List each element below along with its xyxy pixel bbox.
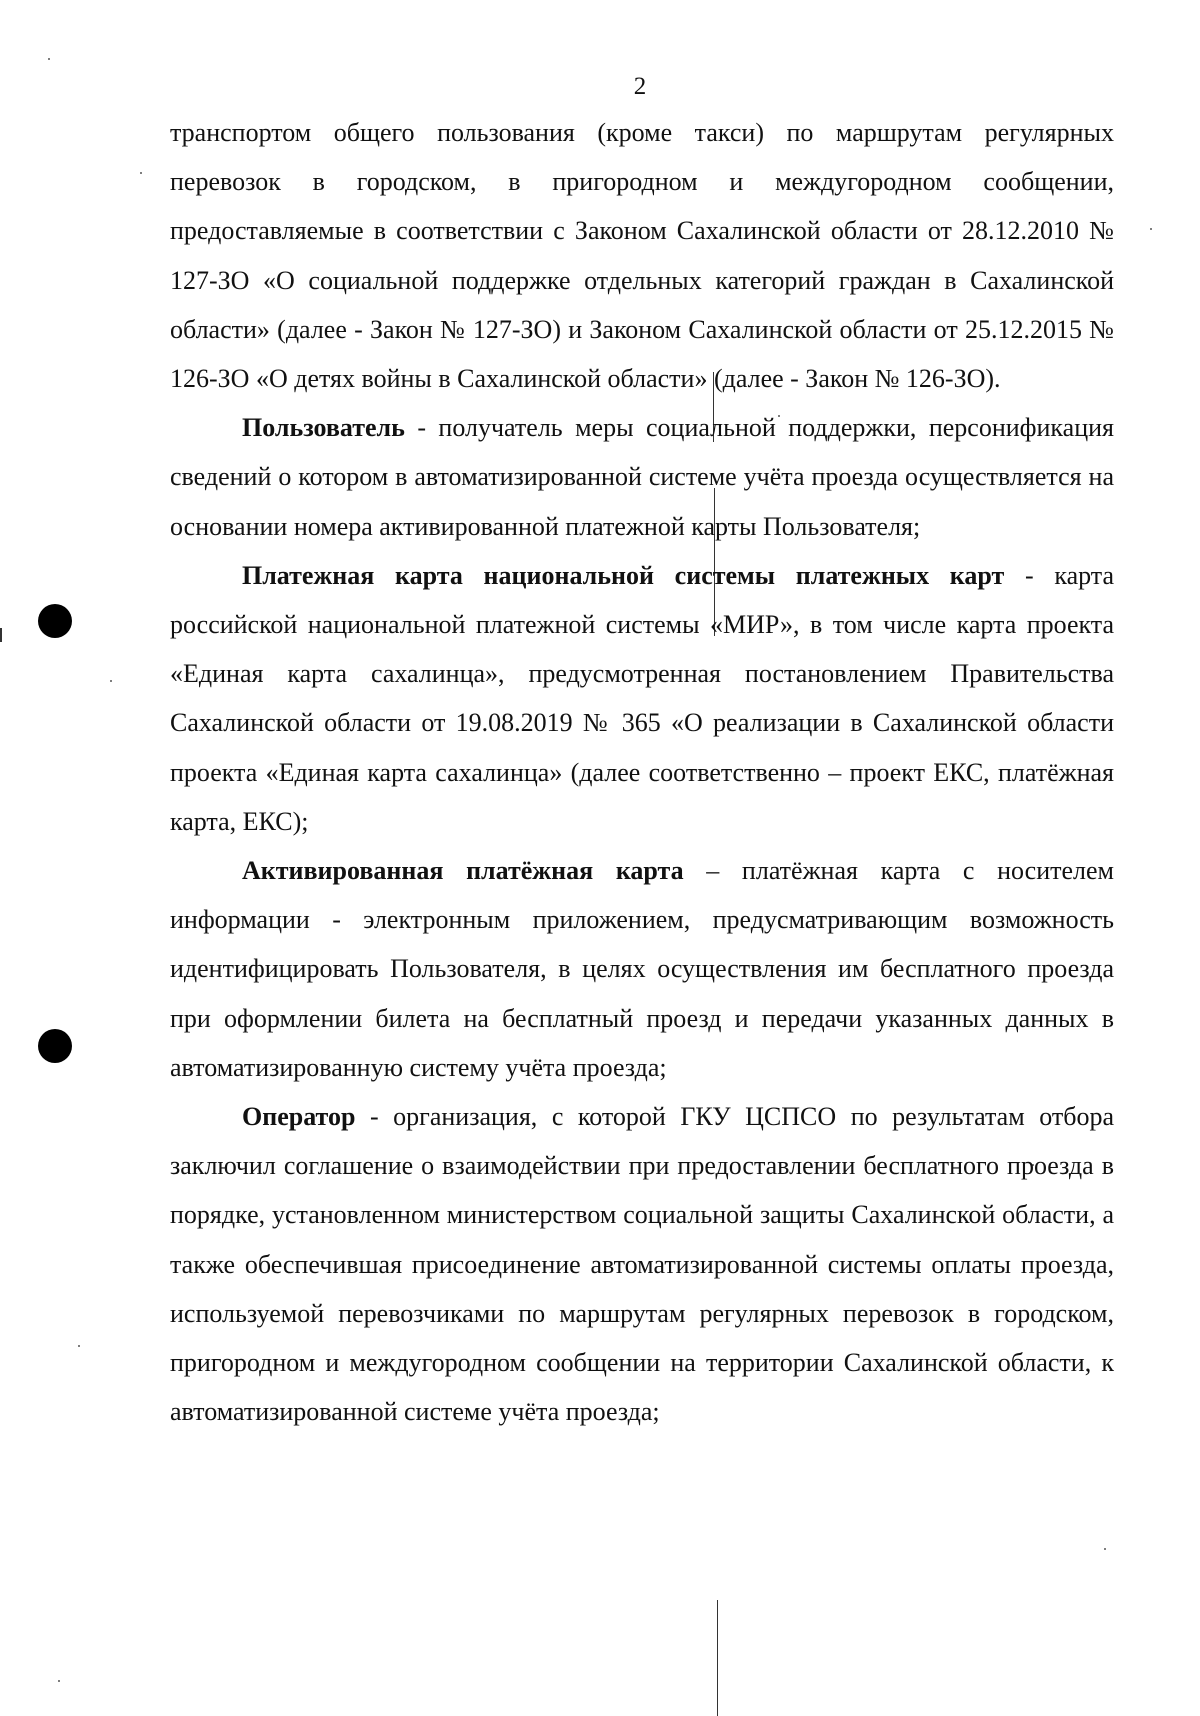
definition-term: Оператор <box>242 1102 356 1132</box>
definition-text: – платёжная карта с носителем информации - электронным приложением, предусматривающим возможность идентифицировать Пользователя, в целях осуществления им бесплатного проезда при оформлении билета на бесплатный проезд и передачи указанных данных в автоматизированную систему учёта проезда; <box>170 856 1115 1082</box>
scan-speck <box>58 1680 60 1682</box>
page-number: 2 <box>633 73 647 100</box>
punch-hole-lower <box>38 1029 72 1063</box>
definition-term: Платежная карта национальной системы платежных карт <box>242 560 1005 590</box>
definition-term: Активированная платёжная карта <box>242 856 684 886</box>
definition-operator <box>170 1092 1114 1436</box>
definition-term: Пользователь <box>242 413 405 443</box>
scan-artifact-line <box>0 628 2 642</box>
scan-speck <box>1104 1548 1106 1550</box>
scan-speck <box>48 58 50 60</box>
document-body <box>170 108 1114 1436</box>
scan-speck <box>110 680 112 682</box>
paragraph-text: транспортом общего пользования (кроме такси) по маршрутам регулярных перевозок в городском, в пригородном и междугородном сообщении, предоставляемые в соответствии с Законом Сахалинской области от 28.12.2010 № 127-ЗО «О социальной поддержке отдельных категорий граждан в Сахалинской области» (далее - Закон № 127-ЗО) и Законом Сахалинской области от 25.12.2015 № 126-ЗО «О детях войны в Сахалинской области» (далее - Закон № 126-ЗО). <box>170 118 1114 394</box>
scan-speck <box>1150 228 1152 230</box>
definition-text: - получатель меры социальной поддержки, персонификация сведений о котором в автоматизированной системе учёта проезда осуществляется на основании номера активированной платежной карты Пользователя; <box>170 413 1114 541</box>
scan-speck <box>140 172 142 174</box>
definition-user <box>170 403 1114 551</box>
definition-payment-card <box>170 551 1114 846</box>
definition-text: - организация, с которой ГКУ ЦСПСО по результатам отбора заключил соглашение о взаимодействии при предоставлении бесплатного проезда в порядке, установленном министерством социальной защиты Сахалинской области, а также обеспечившая присоединение автоматизированной системы оплаты проезда, используемой перевозчиками по маршрутам регулярных перевозок в городском, пригородном и междугородном сообщении на территории Сахалинской области, к автоматизированной системе учёта проезда; <box>170 1102 1114 1427</box>
scan-artifact-line <box>717 1600 718 1716</box>
punch-hole-upper <box>38 604 72 638</box>
paragraph-continuation <box>170 108 1114 403</box>
definition-activated-card <box>170 846 1114 1092</box>
definition-text: - карта российской национальной платежной системы «МИР», в том числе карта проекта «Единая карта сахалинца», предусмотренная постановлением Правительства Сахалинской области от 19.08.2019 № 365 «О реализации в Сахалинской области проекта «Единая карта сахалинца» (далее соответственно – проект ЕКС, платёжная карта, ЕКС); <box>170 560 1114 836</box>
scan-speck <box>78 1345 80 1347</box>
